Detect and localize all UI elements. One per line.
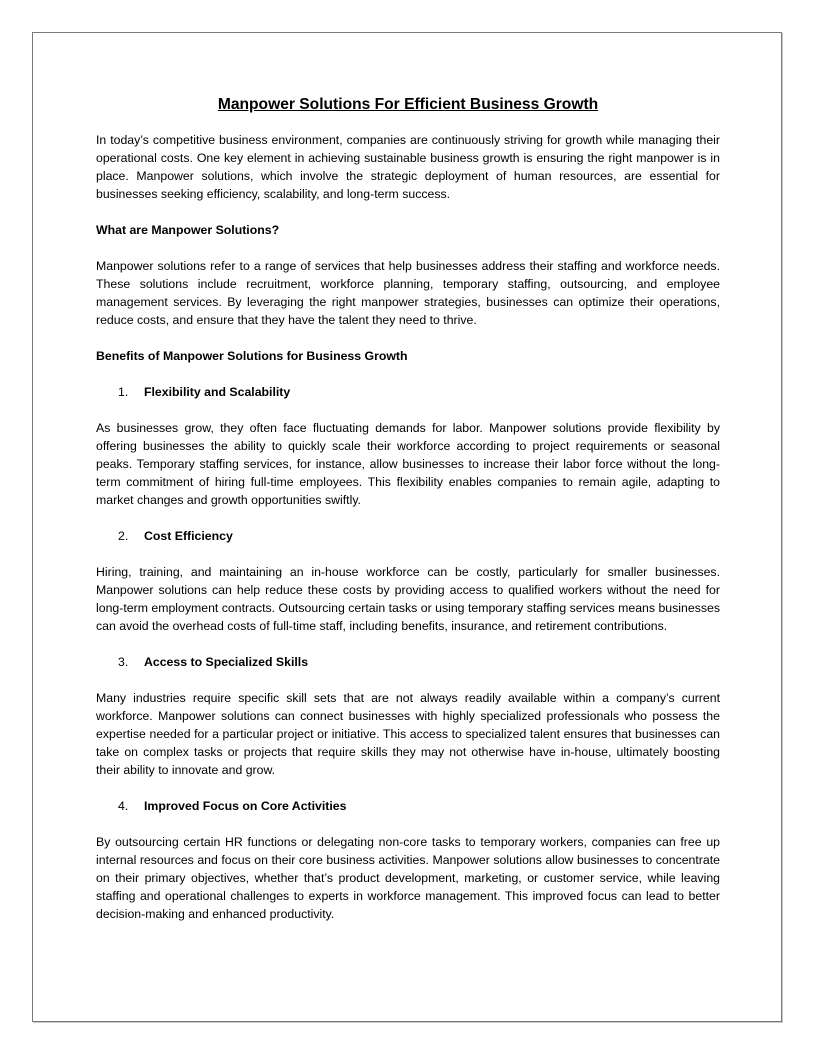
list-item-number: 2. bbox=[118, 529, 129, 543]
document-title: Manpower Solutions For Efficient Business Growth bbox=[217, 96, 599, 113]
list-item-title: Flexibility and Scalability bbox=[144, 385, 291, 399]
list-item-number: 1. bbox=[118, 385, 129, 399]
list-item-heading bbox=[96, 797, 720, 815]
list-item-heading bbox=[96, 383, 720, 401]
section-heading-what-are: What are Manpower Solutions? bbox=[96, 223, 280, 237]
list-item-heading bbox=[96, 527, 720, 545]
list-item-title: Cost Efficiency bbox=[144, 529, 233, 543]
intro-paragraph: In today’s competitive business environment, companies are continuously striving for growth while managing their operational costs. One key element in achieving sustainable business growth is ensuring the right manpower is in place. Manpower solutions, which involve the strategic deployment of human resources, are essential for businesses seeking efficiency, scalability, and long-term success. bbox=[96, 133, 720, 201]
list-item-paragraph: As businesses grow, they often face fluctuating demands for labor. Manpower solutions provide flexibility by offering businesses the ability to quickly scale their workforce according to project requirements or seasonal peaks. Temporary staffing services, for instance, allow businesses to increase their labor force without the long-term commitment of hiring full-time employees. This flexibility enables companies to remain agile, adapting to market changes and growth opportunities swiftly. bbox=[96, 421, 720, 507]
list-item-heading bbox=[96, 653, 720, 671]
list-item-title: Access to Specialized Skills bbox=[144, 655, 309, 669]
section-paragraph-what-are: Manpower solutions refer to a range of services that help businesses address their staffing and workforce needs. These solutions include recruitment, workforce planning, temporary staffing, outsourcing, and employee management services. By leveraging the right manpower strategies, businesses can optimize their operations, reduce costs, and ensure that they have the talent they need to thrive. bbox=[96, 259, 720, 327]
section-heading-benefits: Benefits of Manpower Solutions for Business Growth bbox=[96, 349, 408, 363]
list-item-number: 3. bbox=[118, 655, 129, 669]
document-body bbox=[96, 95, 720, 941]
list-item-number: 4. bbox=[118, 799, 129, 813]
list-item-paragraph: Many industries require specific skill sets that are not always readily available within a company’s current workforce. Manpower solutions can connect businesses with highly specialized professionals who possess the expertise needed for a particular project or initiative. This access to specialized talent ensures that businesses can take on complex tasks or projects that require skills they may not otherwise have in-house, ultimately boosting their ability to innovate and grow. bbox=[96, 691, 720, 777]
list-item-paragraph: Hiring, training, and maintaining an in-house workforce can be costly, particularly for smaller businesses. Manpower solutions can help reduce these costs by providing access to qualified workers without the need for long-term employment contracts. Outsourcing certain tasks or using temporary staffing services means businesses can avoid the overhead costs of full-time staff, including benefits, insurance, and retirement contributions. bbox=[96, 565, 720, 633]
list-item-title: Improved Focus on Core Activities bbox=[144, 799, 347, 813]
list-item-paragraph: By outsourcing certain HR functions or delegating non-core tasks to temporary workers, companies can free up internal resources and focus on their core business activities. Manpower solutions allow businesses to concentrate on their primary objectives, whether that’s product development, marketing, or customer service, while leaving staffing and operational challenges to experts in workforce management. This improved focus can lead to better decision-making and enhanced productivity. bbox=[96, 835, 720, 921]
